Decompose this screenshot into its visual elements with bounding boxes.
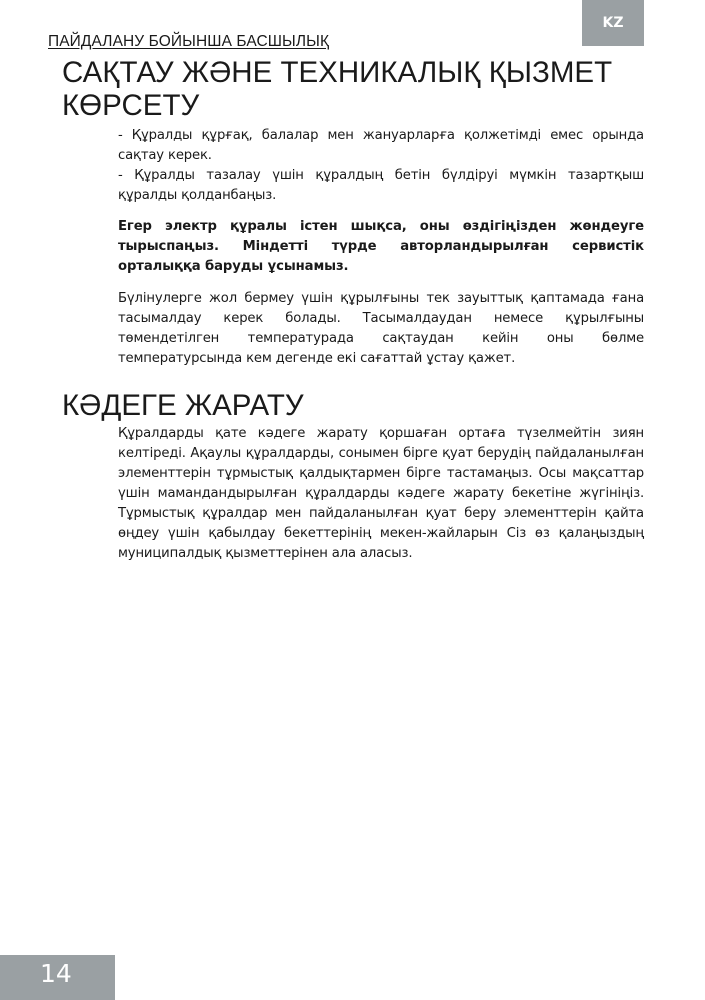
disposal-paragraph <box>118 424 644 564</box>
list-item: - Құралды тазалау үшін құралдың бетін бүлдіруі мүмкін тазартқыш құралды қолданбаңыз. <box>118 168 644 203</box>
page-number: 14 <box>40 959 72 988</box>
warning-text: Егер электр құралы істен шықса, оны өздігіңізден жөндеуге тырыспаңыз. Міндетті түрде авторландырылған сервистік орталыққа баруды ұсынамыз. <box>118 219 644 274</box>
list-item: - Құралды құрғақ, балалар мен жануарларға қолжетімді емес орында сақтау керек. <box>118 128 644 163</box>
language-code: KZ <box>602 15 624 31</box>
disposal-text: Құралдарды қате кәдеге жарату қоршаған ортаға түзелмейтін зиян келтіреді. Ақаулы құралдарды, сонымен бірге қуат берудің пайдаланылған элементтерін тұрмыстық қалдықтармен бірге тастамаңыз. Осы мақсаттар үшін мамандандырылған құралдарды кәдеге жарату бекетіне жүгініңіз. Тұрмыстық құралдар мен пайдаланылған қуат беру элементтерін қайта өңдеу үшін қабылдау бекеттерінің мекен-жайларын Сіз өз қалаңыздың муниципалдық қызметтерінен ала аласыз. <box>118 426 644 561</box>
page-number-box <box>0 955 115 1000</box>
disposal-section-title: КӘДЕГЕ ЖАРАТУ <box>62 389 304 422</box>
repair-warning <box>118 217 644 277</box>
transport-text: Бүлінулерге жол бермеу үшін құрылғыны тек зауыттық қаптамада ғана тасымалдау керек болады. Тасымалдаудан немесе құрылғыны төмендетілген температурада сақтаудан кейін оны бөлме температурсында кем дегенде екі сағаттай ұстау қажет. <box>118 291 644 366</box>
storage-section-title: САҚТАУ ЖӘНЕ ТЕХНИКАЛЫҚ ҚЫЗМЕТ КӨРСЕТУ <box>62 56 613 122</box>
storage-list <box>118 126 644 206</box>
language-tab <box>582 0 644 46</box>
transport-note <box>118 289 644 369</box>
running-header: ПАЙДАЛАНУ БОЙЫНША БАСШЫЛЫҚ <box>48 33 330 50</box>
